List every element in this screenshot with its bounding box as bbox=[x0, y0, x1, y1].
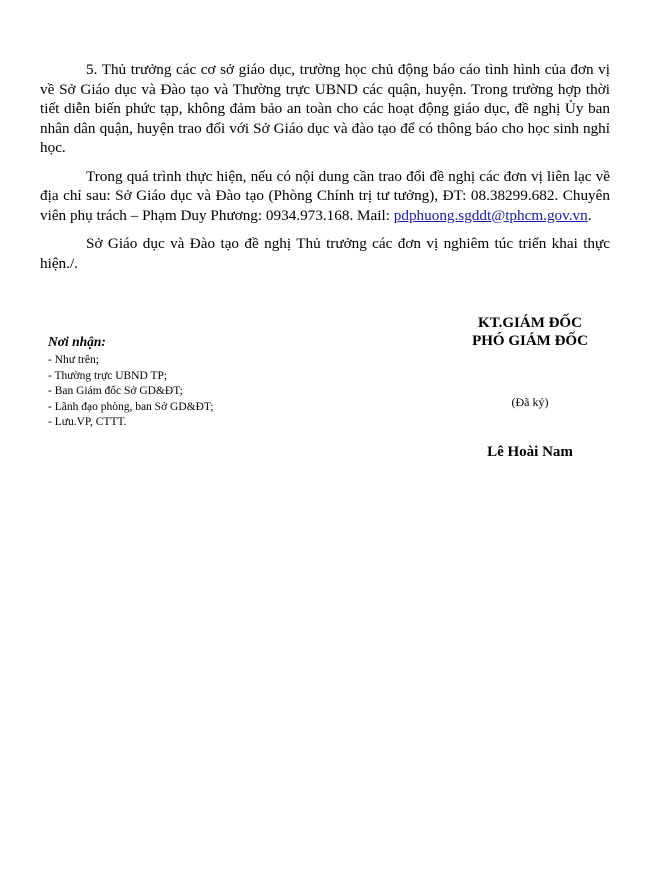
item-5-text: Thủ trưởng các cơ sở giáo dục, trường học chủ động báo cáo tình hình của đơn vị về Sở Giáo dục và Đào tạo và Thường trực UBND các quận, huyện. Trong trường hợp thời tiết diễn biến phức tạp, không đảm bảo an toàn cho các hoạt động giáo dục, đề nghị Ủy ban nhân dân quận, huyện trao đổi với Sở Giáo dục và đào tạo để có thông báo cho học sinh nghỉ học. bbox=[40, 61, 610, 156]
item-number: 5. bbox=[86, 61, 98, 78]
recipient-item: - Ban Giám đốc Sở GD&ĐT; bbox=[48, 385, 183, 397]
recipient-item: - Như trên; bbox=[48, 354, 99, 366]
signature-title-deputy-for: KT.GIÁM ĐỐC bbox=[478, 315, 582, 331]
recipients-block bbox=[48, 334, 308, 431]
paragraph-item-5 bbox=[40, 60, 610, 158]
closing-text: Sở Giáo dục và Đào tạo đề nghị Thủ trưởng các đơn vị nghiêm túc triển khai thực hiện./. bbox=[40, 235, 610, 272]
signer-name: Lê Hoài Nam bbox=[487, 444, 573, 460]
document-body bbox=[40, 60, 610, 273]
recipients-title: Nơi nhận: bbox=[48, 334, 106, 349]
paragraph-closing bbox=[40, 234, 610, 273]
signature-block bbox=[430, 314, 630, 461]
paragraph-contact bbox=[40, 167, 610, 226]
signed-note: (Đã ký) bbox=[511, 395, 549, 409]
signature-title-position: PHÓ GIÁM ĐỐC bbox=[472, 333, 588, 349]
contact-end: . bbox=[587, 206, 592, 224]
recipient-item: - Lãnh đạo phòng, ban Sở GD&ĐT; bbox=[48, 400, 214, 413]
recipient-item: - Thường trực UBND TP; bbox=[48, 369, 168, 382]
recipients-list bbox=[48, 353, 308, 431]
contact-email-link[interactable]: pdphuong.sgddt@tphcm.gov.vn bbox=[393, 206, 588, 224]
contact-text: Trong quá trình thực hiện, nếu có nội dung cần trao đổi đề nghị các đơn vị liên lạc về địa chỉ sau: Sở Giáo dục và Đào tạo (Phòng Chính trị tư tưởng), ĐT: 08.38299.682. Chuyên viên phụ trách – Phạm Duy Phương: 0934.973.168. Mail: bbox=[40, 167, 610, 224]
recipient-item: - Lưu.VP, CTTT. bbox=[48, 416, 127, 428]
